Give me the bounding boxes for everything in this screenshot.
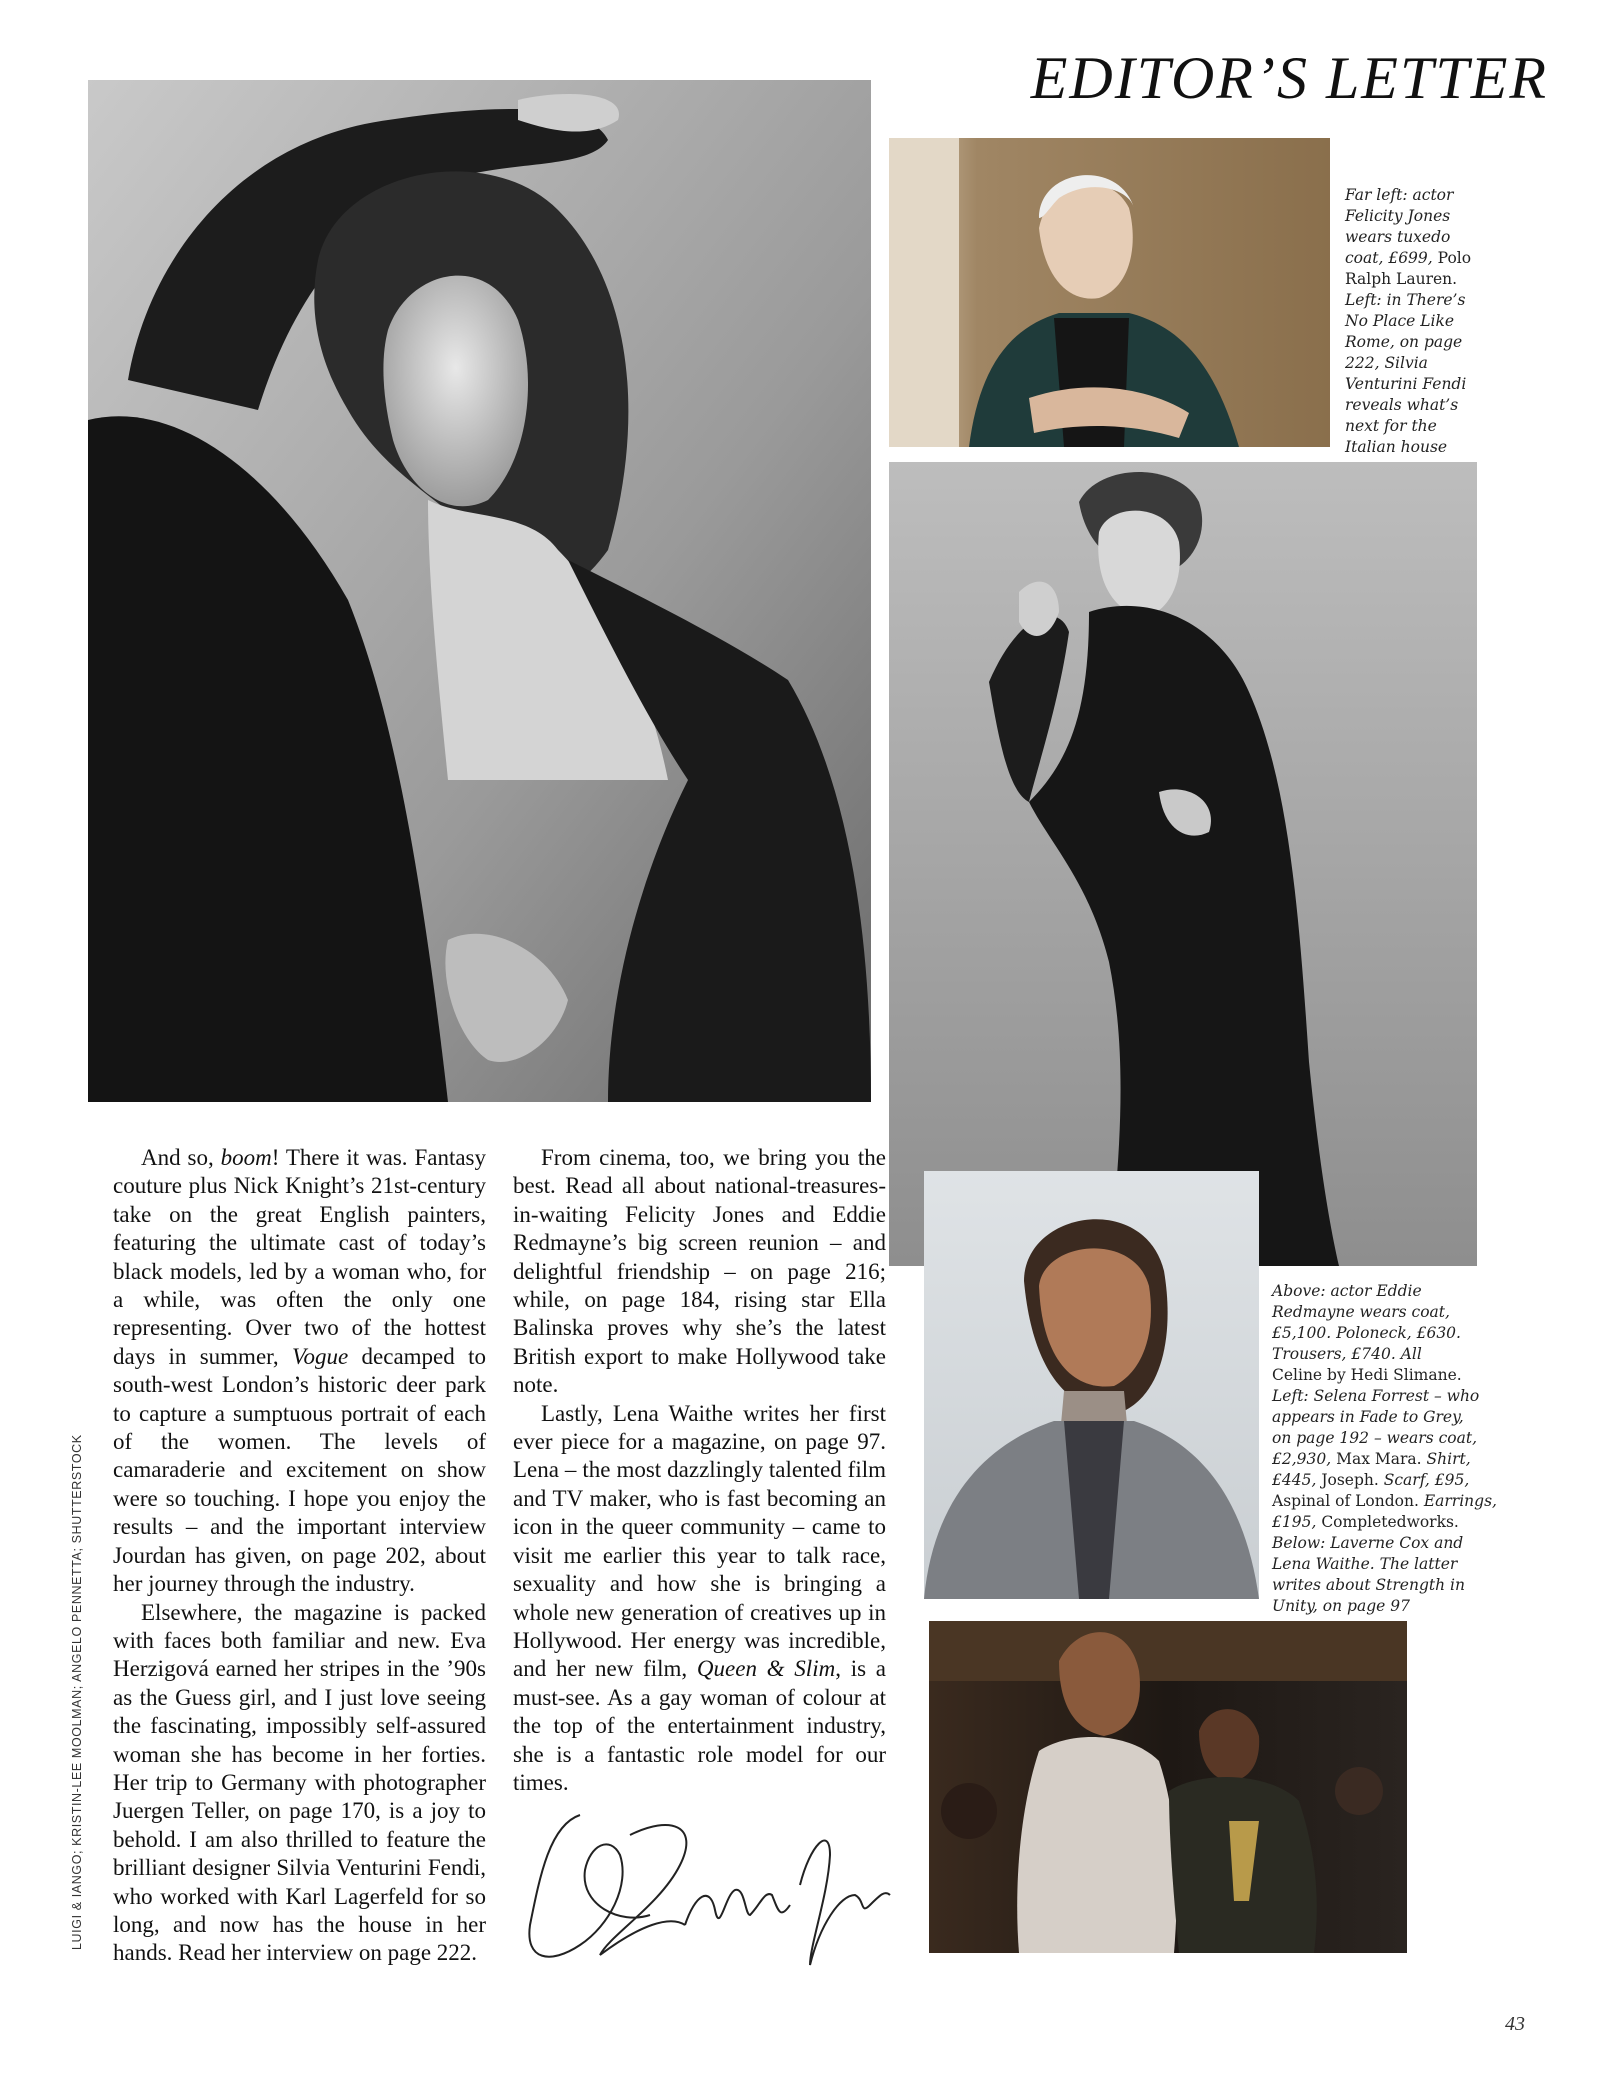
main-portrait-photo [88, 80, 871, 1102]
caption-line: Venturini Fendi [1345, 375, 1467, 393]
caption-brand: Aspinal of London. [1272, 1492, 1419, 1510]
caption-line: £195, [1272, 1513, 1322, 1531]
letter-column-2 [513, 1144, 886, 1797]
caption-line: 222, Silvia [1345, 354, 1428, 372]
caption-line: Earrings, [1418, 1492, 1497, 1510]
caption-line: Unity, on page 97 [1272, 1597, 1410, 1615]
caption-redmayne-forrest [1272, 1281, 1502, 1617]
caption-brand: Polo [1437, 249, 1472, 267]
caption-line: £2,930, [1272, 1450, 1337, 1468]
letter-column-1 [113, 1144, 486, 1968]
caption-line: Trousers, £740. All [1272, 1345, 1422, 1363]
caption-brand: Joseph. [1321, 1471, 1379, 1489]
caption-line: Shirt, [1421, 1450, 1471, 1468]
caption-line: coat, £699, [1345, 249, 1438, 267]
page-number: 43 [1505, 2013, 1525, 2035]
caption-line: Scarf, £95, [1378, 1471, 1470, 1489]
signature-icon [510, 1775, 895, 1975]
caption-brand: Ralph Lauren. [1345, 270, 1458, 288]
caption-brand: Celine by Hedi Slimane. [1272, 1366, 1462, 1384]
cox-waithe-event-photo [929, 1621, 1407, 1953]
caption-line: Far left: actor [1345, 186, 1454, 204]
caption-felicity-fendi [1345, 185, 1495, 458]
caption-line: Left: in There’s [1345, 291, 1466, 309]
caption-line: Italian house [1345, 438, 1448, 456]
letter-paragraph: Lastly, Lena Waithe writes her first ever piece for a magazine, on page 97. Lena – the most dazzlingly talented film and TV maker, who is fast becoming an icon in the queer community – came to visit me earlier this year to talk race, sexuality and how she is bringing a whole new generation of creatives up in Hollywood. Her energy was incredible, and her new film, Queen & Slim, is a must-see. As a gay woman of colour at the top of the entertainment industry, she is a fantastic role model for our times. [513, 1400, 886, 1795]
caption-line: Rome, on page [1345, 333, 1463, 351]
caption-line: writes about Strength in [1272, 1576, 1465, 1594]
caption-brand: Max Mara. [1336, 1450, 1422, 1468]
caption-line: Below: Laverne Cox and [1272, 1534, 1464, 1552]
page-title: EDITOR’S LETTER [1030, 45, 1548, 111]
letter-paragraph: Elsewhere, the magazine is packed with faces both familiar and new. Eva Herzigová earned her stripes in the ’90s as the Guess girl, and I just love seeing the fascinating, impossibly self-assured woman she has become in her forties. Her trip to Germany with photographer Juergen Teller, on page 170, is a joy to behold. I am also thrilled to feature the brilliant designer Silvia Venturini Fendi, who worked with Karl Lagerfeld for so long, and now has the house in her hands. Read her interview on page 222. [113, 1599, 486, 1966]
caption-line: Lena Waithe. The latter [1272, 1555, 1458, 1573]
caption-brand: Completedworks. [1321, 1513, 1459, 1531]
caption-line: No Place Like [1345, 312, 1455, 330]
caption-line: appears in Fade to Grey, [1272, 1408, 1464, 1426]
caption-line: £445, [1272, 1471, 1322, 1489]
photo-credits: LUIGI & IANGO; KRISTIN-LEE MOOLMAN; ANGELO PENNETTA; SHUTTERSTOCK [70, 1434, 84, 1950]
caption-line: £5,100. Poloneck, £630. [1272, 1324, 1461, 1342]
caption-line: wears tuxedo [1345, 228, 1451, 246]
caption-line: Above: actor Eddie [1272, 1282, 1422, 1300]
forrest-portrait-photo [924, 1171, 1259, 1599]
caption-line: on page 192 – wears coat, [1272, 1429, 1477, 1447]
fendi-portrait-photo [889, 138, 1330, 447]
caption-line: Redmayne wears coat, [1272, 1303, 1450, 1321]
letter-paragraph: From cinema, too, we bring you the best. Read all about national-treasures-in-waiting Felicity Jones and Eddie Redmayne’s big screen reunion – and delightful friendship – on page 216; while, on page 184, rising star Ella Balinska proves why she’s the latest British export to make Hollywood take note. [513, 1145, 886, 1398]
caption-line: reveals what’s [1345, 396, 1459, 414]
caption-line: Felicity Jones [1345, 207, 1451, 225]
redmayne-portrait-photo [889, 462, 1477, 1266]
caption-line: next for the [1345, 417, 1437, 435]
letter-paragraph: And so, boom! There it was. Fantasy couture plus Nick Knight’s 21st-century take on the great English painters, featuring the ultimate cast of today’s black models, led by a woman who, for a while, was often the only one representing. Over two of the hottest days in summer, Vogue decamped to south-west London’s historic deer park to capture a sumptuous portrait of each of the women. The levels of camaraderie and excitement on show were so touching. I hope you enjoy the results – and the important interview Jourdan has given, on page 202, about her journey through the industry. [113, 1145, 486, 1597]
caption-line: Left: Selena Forrest – who [1272, 1387, 1480, 1405]
